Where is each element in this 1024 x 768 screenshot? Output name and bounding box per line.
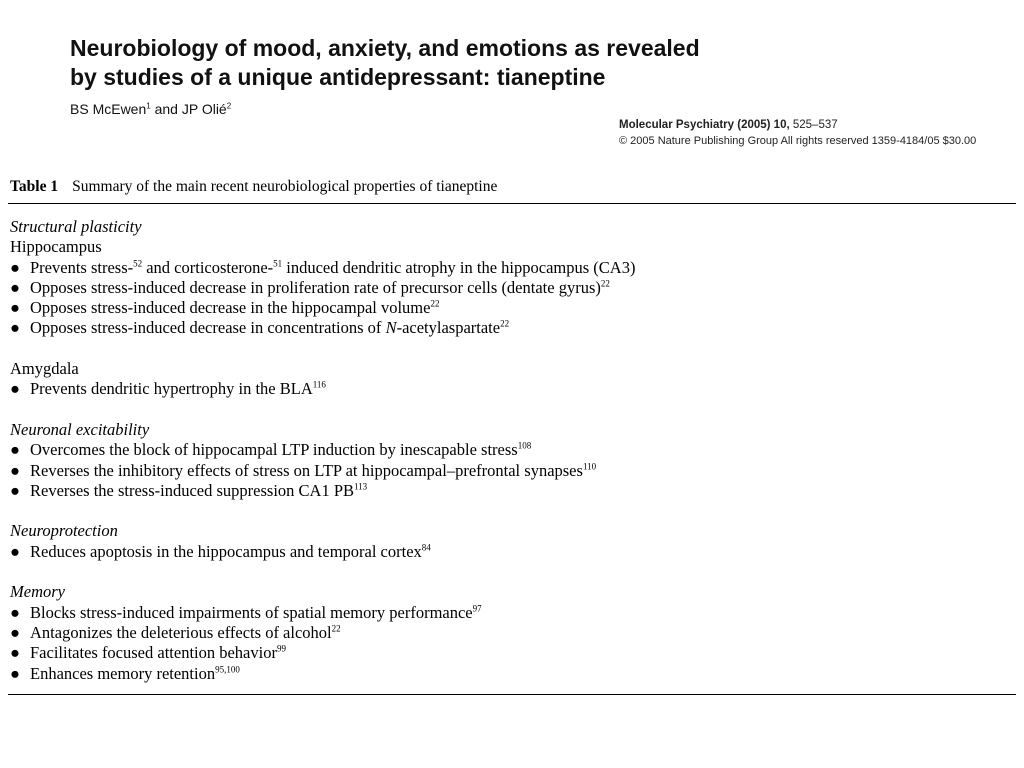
bullet-icon: ●	[10, 318, 20, 338]
item-text: Prevents stress-	[30, 257, 134, 277]
paper-title-line2: by studies of a unique antidepressant: tianeptine	[70, 64, 606, 90]
journal-pages: 525–537	[789, 119, 838, 131]
reference: 22	[600, 278, 610, 289]
reference: 108	[517, 440, 532, 451]
author-list	[70, 101, 231, 117]
item-text: and corticosterone-	[142, 257, 274, 277]
bullet-icon: ●	[10, 440, 20, 460]
bullet-icon: ●	[10, 663, 20, 683]
item-text: Antagonizes the deleterious effects of alcohol	[30, 622, 332, 642]
reference: 84	[421, 542, 431, 553]
section-memory	[10, 582, 1010, 683]
bullet-list	[10, 542, 1010, 562]
reference: 97	[472, 603, 482, 614]
item-text: Reverses the inhibitory effects of stress on LTP at hippocampal–prefrontal synapses	[30, 460, 583, 480]
reference: 22	[331, 623, 341, 634]
list-item	[10, 440, 1010, 460]
section-heading: Neuronal excitability	[10, 419, 150, 439]
list-item	[10, 542, 1010, 562]
reference: 22	[430, 298, 440, 309]
subsection-heading: Hippocampus	[10, 237, 102, 257]
item-text: induced dendritic atrophy in the hippocampus (CA3)	[282, 257, 636, 277]
author-2: and JP Olié	[150, 101, 227, 117]
item-text: Enhances memory retention	[30, 663, 216, 683]
section-heading: Structural plasticity	[10, 217, 142, 236]
table-caption	[10, 178, 497, 196]
bullet-icon: ●	[10, 379, 20, 399]
reference: 95,100	[215, 664, 240, 675]
list-item	[10, 318, 1010, 338]
list-item	[10, 603, 1010, 623]
bullet-list	[10, 258, 1010, 339]
journal-citation	[619, 117, 976, 149]
subsection-heading: Amygdala	[10, 359, 79, 379]
list-item	[10, 643, 1010, 663]
item-text: Opposes stress-induced decrease in proliferation rate of precursor cells (dentate gyrus)	[30, 277, 601, 297]
item-text: Facilitates focused attention behavior	[30, 643, 277, 663]
bullet-icon: ●	[10, 460, 20, 480]
table-top-rule	[8, 203, 1016, 204]
bullet-icon: ●	[10, 298, 20, 318]
list-item	[10, 379, 1010, 399]
bullet-icon: ●	[10, 602, 20, 622]
item-text: Prevents dendritic hypertrophy in the BLA	[30, 379, 313, 399]
section-amygdala	[10, 359, 1010, 400]
copyright-line: © 2005 Nature Publishing Group All rights reserved 1359-4184/05 $30.00	[619, 135, 977, 147]
bullet-list	[10, 603, 1010, 684]
item-text: Reverses the stress-induced suppression CA1 PB	[30, 480, 355, 500]
author-1-affiliation: 1	[146, 101, 151, 111]
list-item	[10, 461, 1010, 481]
table-bottom-rule	[8, 694, 1016, 695]
reference: 99	[276, 643, 286, 654]
reference: 52	[133, 258, 143, 269]
bullet-icon: ●	[10, 277, 20, 297]
table-caption-text: Summary of the main recent neurobiological properties of tianeptine	[72, 178, 498, 195]
author-1: BS McEwen	[70, 101, 147, 117]
paper-title-line1: Neurobiology of mood, anxiety, and emotions as revealed	[70, 35, 700, 61]
table-label: Table 1	[10, 178, 59, 195]
reference: 110	[582, 461, 597, 472]
bullet-icon: ●	[10, 622, 20, 642]
list-item	[10, 623, 1010, 643]
section-heading: Memory	[10, 582, 65, 602]
bullet-icon: ●	[10, 541, 20, 561]
reference: 51	[273, 258, 283, 269]
item-text: Overcomes the block of hippocampal LTP induction by inescapable stress	[30, 440, 518, 460]
section-heading: Neuroprotection	[10, 521, 118, 541]
item-text: Opposes stress-induced decrease in concentrations of	[30, 318, 386, 338]
list-item	[10, 278, 1010, 298]
reference: 116	[312, 379, 326, 390]
list-item	[10, 481, 1010, 501]
author-2-affiliation: 2	[226, 101, 232, 111]
item-text: -acetylaspartate	[396, 318, 501, 338]
paper-title	[70, 34, 700, 92]
item-text: Opposes stress-induced decrease in the hippocampal volume	[30, 298, 431, 318]
section-neuronal-excitability	[10, 420, 1010, 501]
list-item	[10, 298, 1010, 318]
item-text: Blocks stress-induced impairments of spatial memory performance	[30, 602, 473, 622]
reference: 113	[354, 481, 368, 492]
bullet-icon: ●	[10, 643, 20, 663]
list-item	[10, 664, 1010, 684]
section-structural-plasticity	[10, 217, 1010, 339]
reference: 22	[500, 318, 510, 329]
list-item	[10, 258, 1010, 278]
item-text-italic: N	[385, 318, 397, 338]
bullet-list	[10, 440, 1010, 501]
bullet-icon: ●	[10, 257, 20, 277]
journal-name: Molecular Psychiatry (2005) 10,	[619, 119, 790, 131]
bullet-list	[10, 379, 1010, 399]
table-body	[10, 217, 1010, 704]
bullet-icon: ●	[10, 480, 20, 500]
section-neuroprotection	[10, 521, 1010, 562]
item-text: Reduces apoptosis in the hippocampus and temporal cortex	[30, 541, 422, 561]
